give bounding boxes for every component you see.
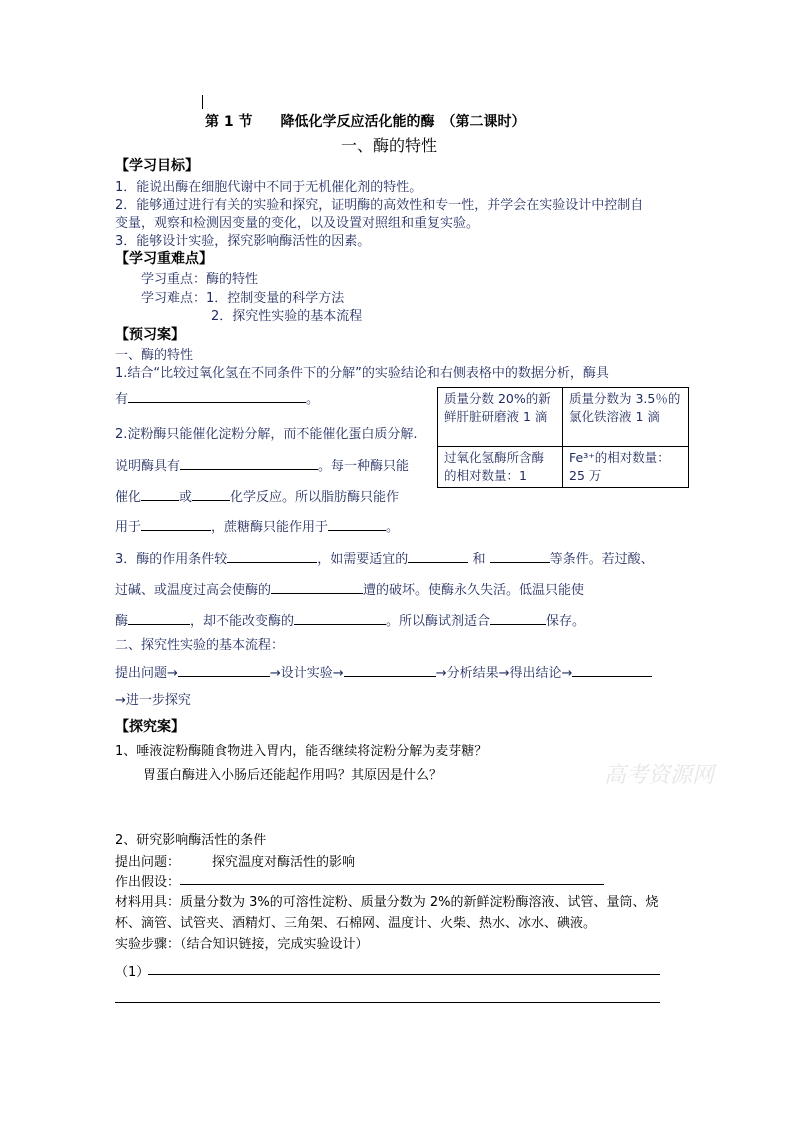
watermark: 高考资源网 bbox=[604, 763, 715, 788]
materials-line-1: 材料用具：质量分数为 3%的可溶性淀粉、质量分数为 2%的新鲜淀粉酶溶液、试管、量筒、烧 bbox=[115, 895, 659, 910]
question-3-line-b: 过碱、或温度过高会使酶的 遭的破坏。使酶永久失活。低温只能使 bbox=[115, 583, 585, 598]
goal-item: 3．能够设计实验，探究影响酶活性的因素。 bbox=[115, 234, 371, 249]
answer-blank[interactable] bbox=[408, 550, 468, 563]
data-table bbox=[437, 387, 689, 488]
difficulty-heading: 【学习重难点】 bbox=[115, 251, 213, 267]
question-2-line-d: 用于 ，蔗糖酶只能作用于 。 bbox=[115, 520, 400, 535]
answer-blank[interactable] bbox=[128, 612, 190, 625]
goal-item: 2．能够通过进行有关的实验和探究，证明酶的高效性和专一性，并学会在实验设计中控制自 bbox=[115, 198, 644, 213]
step-1-blank[interactable] bbox=[148, 974, 660, 975]
ask-line: 提出问题： 探究温度对酶活性的影响 bbox=[115, 855, 356, 870]
question-3-line-a: 3．酶的作用条件较 ，如需要适宜的 和 等条件。若过酸、 bbox=[115, 552, 654, 567]
explore-question-1b: 胃蛋白酶进入小肠后还能起作用吗？其原因是什么？ bbox=[143, 768, 443, 783]
answer-blank[interactable] bbox=[128, 390, 306, 403]
answer-blank[interactable] bbox=[141, 488, 179, 501]
table-cell: 质量分数 20%的新鲜肝脏研磨液 1 滴 bbox=[438, 388, 563, 447]
step-1-label: （1） bbox=[115, 965, 150, 980]
answer-blank[interactable] bbox=[141, 518, 211, 531]
hard-point-1: 学习难点：1．控制变量的科学方法 bbox=[141, 291, 345, 306]
hypothesis-blank[interactable] bbox=[180, 884, 604, 885]
question-3-line-c: 酶 ，却不能改变酶的 。所以酶试剂适合 保存。 bbox=[115, 614, 586, 629]
answer-blank[interactable] bbox=[271, 581, 363, 594]
question-1-line-a: 1.结合“比较过氧化氢在不同条件下的分解”的实验结论和右侧表格中的数据分析，酶具 bbox=[115, 366, 609, 381]
answer-blank[interactable] bbox=[294, 612, 386, 625]
page-subtitle: 一、酶的特性 bbox=[341, 136, 438, 155]
answer-blank[interactable] bbox=[490, 612, 546, 625]
preview-sub-2: 二、探究性实验的基本流程： bbox=[115, 638, 285, 653]
answer-blank[interactable] bbox=[572, 664, 652, 677]
question-2-line-c: 催化 或 化学反应。所以脂肪酶只能作 bbox=[115, 490, 400, 505]
explore-question-2: 2、研究影响酶活性的条件 bbox=[115, 833, 267, 848]
step-1-blank-2[interactable] bbox=[115, 1002, 660, 1003]
answer-blank[interactable] bbox=[227, 550, 317, 563]
question-2-line-b: 说明酶具有 。每一种酶只能 bbox=[115, 459, 410, 474]
page-title: 第 1 节 降低化学反应活化能的酶 （第二课时） bbox=[205, 114, 526, 130]
text-cursor bbox=[202, 95, 203, 109]
explore-heading: 【探究案】 bbox=[115, 719, 185, 735]
steps-label: 实验步骤：（结合知识链接，完成实验设计） bbox=[115, 937, 369, 952]
preview-sub-1: 一、酶的特性 bbox=[115, 348, 194, 363]
goal-item: 1．能说出酶在细胞代谢中不同于无机催化剂的特性。 bbox=[115, 180, 423, 195]
question-2-line-a: 2.淀粉酶只能催化淀粉分解，而不能催化蛋白质分解. bbox=[115, 427, 418, 442]
materials-line-2: 杯、滴管、试管夹、酒精灯、三角架、石棉网、温度计、火柴、热水、冰水、碘液。 bbox=[115, 916, 597, 931]
explore-question-1: 1、唾液淀粉酶随食物进入胃内，能否继续将淀粉分解为麦芽糖？ bbox=[115, 744, 488, 759]
answer-blank[interactable] bbox=[180, 457, 318, 470]
preview-heading: 【预习案】 bbox=[115, 327, 185, 343]
answer-blank[interactable] bbox=[192, 488, 230, 501]
table-cell: Fe³⁺的相对数量：25 万 bbox=[563, 447, 689, 488]
answer-blank[interactable] bbox=[178, 664, 270, 677]
table-cell: 质量分数为 3.5％的氯化铁溶液 1 滴 bbox=[563, 388, 689, 447]
goals-heading: 【学习目标】 bbox=[115, 158, 199, 174]
question-1-line-b: 有 。 bbox=[115, 392, 320, 407]
table-cell: 过氧化氢酶所含酶的相对数量：1 bbox=[438, 447, 563, 488]
hypothesis-label: 作出假设： bbox=[115, 875, 181, 890]
answer-blank[interactable] bbox=[490, 550, 550, 563]
flow-line-end: →进一步探究 bbox=[115, 693, 191, 708]
key-point: 学习重点：酶的特性 bbox=[141, 272, 259, 287]
answer-blank[interactable] bbox=[344, 664, 436, 677]
goal-item: 变量，观察和检测因变量的变化，以及设置对照组和重复实验。 bbox=[115, 216, 480, 231]
flow-line: 提出问题→ →设计实验→ →分析结果→得出结论→ bbox=[115, 662, 652, 681]
answer-blank[interactable] bbox=[328, 518, 386, 531]
hard-point-2: 2．探究性实验的基本流程 bbox=[211, 309, 363, 324]
